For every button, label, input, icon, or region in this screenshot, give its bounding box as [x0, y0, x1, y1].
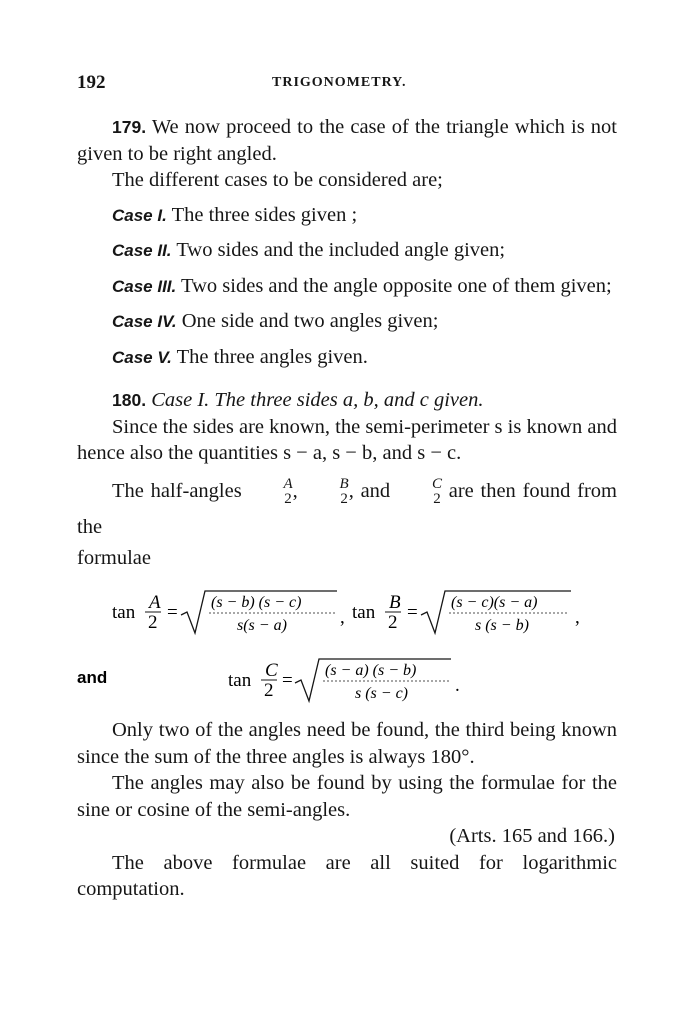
svg-text:s (s − b): s (s − b)	[475, 617, 529, 634]
svg-text:=: =	[407, 602, 418, 623]
svg-text:tan: tan	[352, 602, 376, 623]
paragraph-text: We now proceed to the case of the triangle which is not given to be right angled.	[77, 116, 617, 165]
case-text: Two sides and the included angle given;	[176, 239, 506, 261]
svg-text:,: ,	[575, 607, 580, 628]
svg-text:and: and	[77, 668, 108, 687]
case-text: One side and two angles given;	[181, 310, 439, 332]
case-label: Case II.	[112, 241, 172, 260]
formula-tan-c	[77, 653, 617, 709]
svg-text:C: C	[265, 660, 278, 681]
case-item	[77, 273, 617, 301]
page-header	[77, 72, 617, 96]
svg-text:(s − b) (s − c): (s − b) (s − c)	[211, 594, 302, 611]
article-number: 179.	[112, 117, 147, 137]
svg-text:,: ,	[340, 607, 345, 628]
formulae-word: formulae	[77, 546, 151, 569]
svg-text:.: .	[455, 675, 460, 696]
svg-text:=: =	[167, 602, 178, 623]
case-text: The three angles given.	[176, 345, 368, 368]
svg-text:2: 2	[148, 612, 158, 633]
formula-row-1	[77, 585, 617, 641]
formula-row-2	[77, 653, 617, 709]
case-label: Case I.	[112, 205, 167, 225]
half-angles-line: The half-angles A 2 , B 2 , and C 2 are then found from the	[77, 475, 618, 538]
svg-text:s (s − c): s (s − c)	[355, 685, 409, 702]
art-180-para-4: The above formulae are all suited for logarithmic computation.	[77, 851, 617, 900]
page-body	[77, 114, 617, 903]
fraction-a-over-2: A 2	[283, 475, 293, 507]
fraction-c-over-2: C 2	[431, 475, 442, 507]
case-item	[77, 308, 617, 336]
case-text: Two sides and the angle opposite one of them given;	[181, 274, 612, 297]
fraction-b-over-2: B 2	[339, 475, 349, 507]
formula-tan-a-b	[77, 585, 617, 641]
section-heading: Case I. The three sides a, b, and c given.	[151, 389, 484, 411]
case-label: Case III.	[112, 276, 177, 296]
case-label: Case V.	[112, 347, 172, 367]
svg-text:=: =	[282, 670, 293, 691]
svg-text:(s − c)(s − a): (s − c)(s − a)	[451, 594, 538, 611]
svg-text:2: 2	[264, 680, 274, 701]
article-number: 180.	[112, 390, 147, 410]
art-180-heading	[77, 387, 617, 414]
art-179-para-1	[77, 114, 617, 167]
svg-text:tan: tan	[112, 602, 136, 623]
art-180-para-1: Since the sides are known, the semi-perimeter s is known and hence also the quantities s − a, s − b, and s − c.	[77, 415, 617, 464]
svg-text:B: B	[389, 592, 401, 613]
svg-text:s(s − a): s(s − a)	[237, 617, 287, 634]
case-item	[77, 202, 617, 230]
art-179-para-2: The different cases to be considered are;	[112, 169, 443, 191]
article-reference: (Arts. 165 and 166.)	[449, 825, 615, 847]
case-item	[77, 237, 617, 265]
case-text: The three sides given ;	[171, 203, 358, 226]
running-title: TRIGONOMETRY.	[272, 75, 407, 90]
page-number: 192	[77, 72, 106, 93]
case-label: Case IV.	[112, 312, 177, 331]
svg-text:A: A	[149, 592, 161, 613]
art-180-para-3: The angles may also be found by using the formulae for the sine or cosine of the semi-angles.	[77, 772, 617, 821]
svg-text:(s − a) (s − b): (s − a) (s − b)	[325, 662, 417, 679]
svg-text:tan: tan	[228, 670, 252, 691]
svg-text:2: 2	[388, 612, 398, 633]
case-item	[77, 344, 617, 372]
art-180-para-2: Only two of the angles need be found, the third being known since the sum of the three angles is always 180°.	[77, 719, 617, 768]
